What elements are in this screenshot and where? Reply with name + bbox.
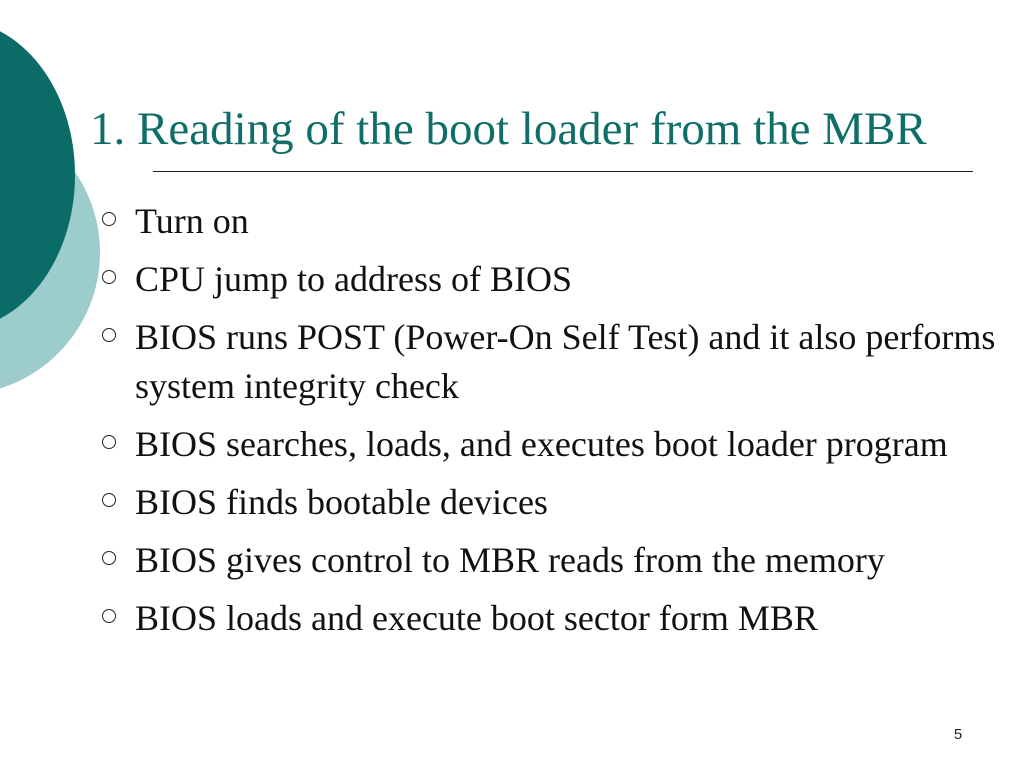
- bullet-text: BIOS searches, loads, and executes boot loader program: [135, 424, 948, 464]
- bullet-text: BIOS finds bootable devices: [135, 482, 548, 522]
- bullet-item: [98, 197, 1003, 246]
- bullet-item: [98, 255, 1003, 304]
- bullet-text: BIOS loads and execute boot sector form MBR: [135, 598, 818, 638]
- slide-title: 1. Reading of the boot loader from the MBR: [90, 103, 927, 155]
- hollow-circle-bullet-icon: [102, 270, 116, 284]
- hollow-circle-bullet-icon: [102, 435, 116, 449]
- bullet-item: [98, 536, 1003, 585]
- hollow-circle-bullet-icon: [102, 551, 116, 565]
- hollow-circle-bullet-icon: [102, 493, 116, 507]
- hollow-circle-bullet-icon: [102, 328, 116, 342]
- bullet-item: [98, 313, 1003, 411]
- bullet-text: CPU jump to address of BIOS: [135, 259, 573, 299]
- bullet-item: [98, 478, 1003, 527]
- page-number: 5: [953, 726, 963, 743]
- bullet-text: BIOS gives control to MBR reads from the memory: [135, 540, 885, 580]
- bullet-item: [98, 594, 1003, 643]
- bullet-item: [98, 420, 1003, 469]
- bullet-list: [98, 197, 1003, 652]
- title-divider: [153, 171, 973, 172]
- hollow-circle-bullet-icon: [102, 609, 116, 623]
- bullet-text: BIOS runs POST (Power-On Self Test) and it also performs system integrity check: [135, 317, 996, 406]
- bullet-text: Turn on: [135, 201, 249, 241]
- hollow-circle-bullet-icon: [102, 212, 116, 226]
